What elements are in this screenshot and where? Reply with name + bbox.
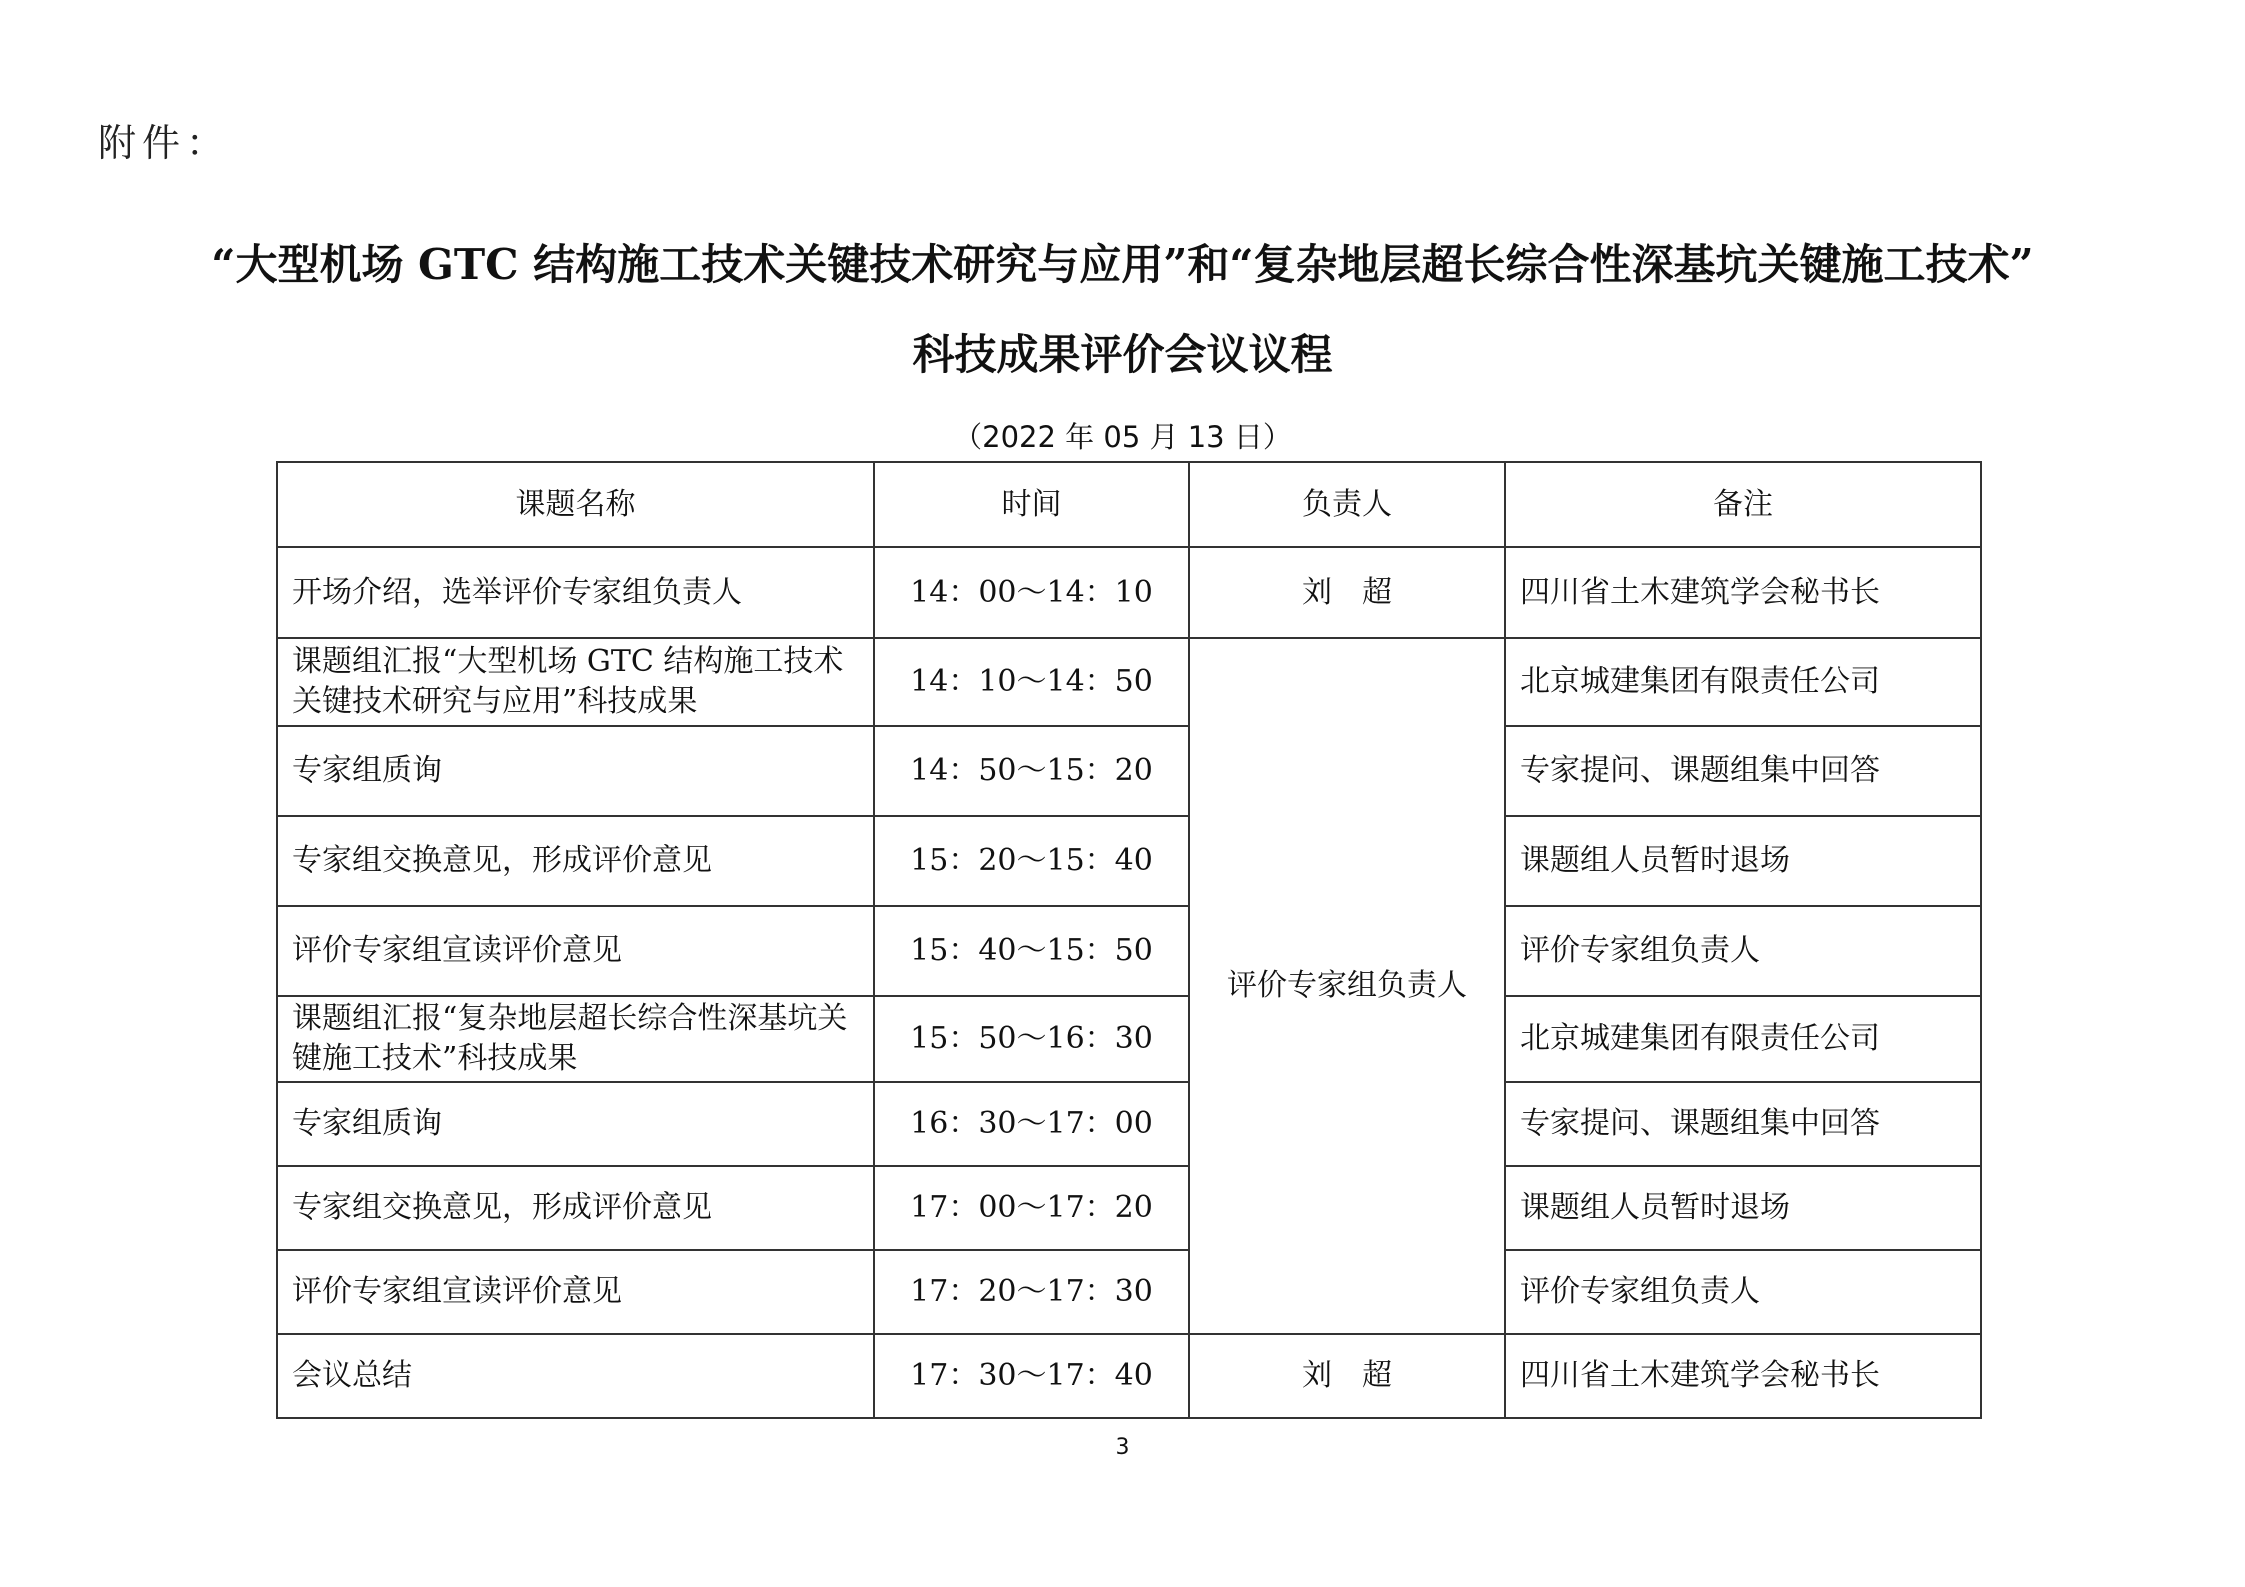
- note-cell: 北京城建集团有限责任公司: [1505, 996, 1981, 1082]
- topic-cell: 评价专家组宣读评价意见: [277, 906, 874, 996]
- header-note: 备注: [1505, 462, 1981, 547]
- time-cell: 14：10～14：50: [874, 638, 1189, 726]
- table-row: [277, 1166, 1981, 1250]
- table-row: [277, 547, 1981, 638]
- page-number: 3: [1115, 1435, 1130, 1460]
- table-row: [277, 1334, 1981, 1418]
- topic-cell: 会议总结: [277, 1334, 874, 1418]
- time-cell: 16：30～17：00: [874, 1082, 1189, 1166]
- annex-label: 附件：: [98, 121, 231, 165]
- time-cell: 17：20～17：30: [874, 1250, 1189, 1334]
- topic-cell: 专家组质询: [277, 726, 874, 816]
- time-cell: 17：00～17：20: [874, 1166, 1189, 1250]
- header-time: 时间: [874, 462, 1189, 547]
- time-cell: 15：50～16：30: [874, 996, 1189, 1082]
- table-row: [277, 726, 1981, 816]
- document-title-line-2: 科技成果评价会议议程: [912, 330, 1333, 379]
- note-cell: 专家提问、课题组集中回答: [1505, 726, 1981, 816]
- header-topic: 课题名称: [277, 462, 874, 547]
- note-cell: 评价专家组负责人: [1505, 1250, 1981, 1334]
- note-cell: 四川省土木建筑学会秘书长: [1505, 547, 1981, 638]
- agenda-table: [276, 461, 1982, 1419]
- topic-cell: 专家组交换意见，形成评价意见: [277, 816, 874, 906]
- table-header-row: [277, 462, 1981, 547]
- topic-cell: 课题组汇报“复杂地层超长综合性深基坑关键施工技术”科技成果: [277, 996, 874, 1082]
- meeting-date: （2022 年 05 月 13 日）: [953, 420, 1292, 454]
- topic-cell: 开场介绍，选举评价专家组负责人: [277, 547, 874, 638]
- table-row: [277, 996, 1981, 1082]
- table-row: [277, 906, 1981, 996]
- owner-cell: 刘 超: [1189, 1334, 1505, 1418]
- topic-cell: 专家组交换意见，形成评价意见: [277, 1166, 874, 1250]
- owner-merged-cell: 评价专家组负责人: [1189, 638, 1505, 1334]
- time-cell: 14：50～15：20: [874, 726, 1189, 816]
- topic-cell: 课题组汇报“大型机场 GTC 结构施工技术关键技术研究与应用”科技成果: [277, 638, 874, 726]
- note-cell: 课题组人员暂时退场: [1505, 1166, 1981, 1250]
- time-cell: 15：20～15：40: [874, 816, 1189, 906]
- owner-cell: 刘 超: [1189, 547, 1505, 638]
- note-cell: 北京城建集团有限责任公司: [1505, 638, 1981, 726]
- document-title-line-1: “大型机场 GTC 结构施工技术关键技术研究与应用”和“复杂地层超长综合性深基坑关键施工技术”: [211, 240, 2034, 289]
- table-row: [277, 1250, 1981, 1334]
- table-row: [277, 1082, 1981, 1166]
- note-cell: 四川省土木建筑学会秘书长: [1505, 1334, 1981, 1418]
- time-cell: 14：00～14：10: [874, 547, 1189, 638]
- table-row: [277, 638, 1981, 726]
- note-cell: 课题组人员暂时退场: [1505, 816, 1981, 906]
- topic-cell: 专家组质询: [277, 1082, 874, 1166]
- table-row: [277, 816, 1981, 906]
- header-owner: 负责人: [1189, 462, 1505, 547]
- topic-cell: 评价专家组宣读评价意见: [277, 1250, 874, 1334]
- note-cell: 评价专家组负责人: [1505, 906, 1981, 996]
- time-cell: 15：40～15：50: [874, 906, 1189, 996]
- note-cell: 专家提问、课题组集中回答: [1505, 1082, 1981, 1166]
- time-cell: 17：30～17：40: [874, 1334, 1189, 1418]
